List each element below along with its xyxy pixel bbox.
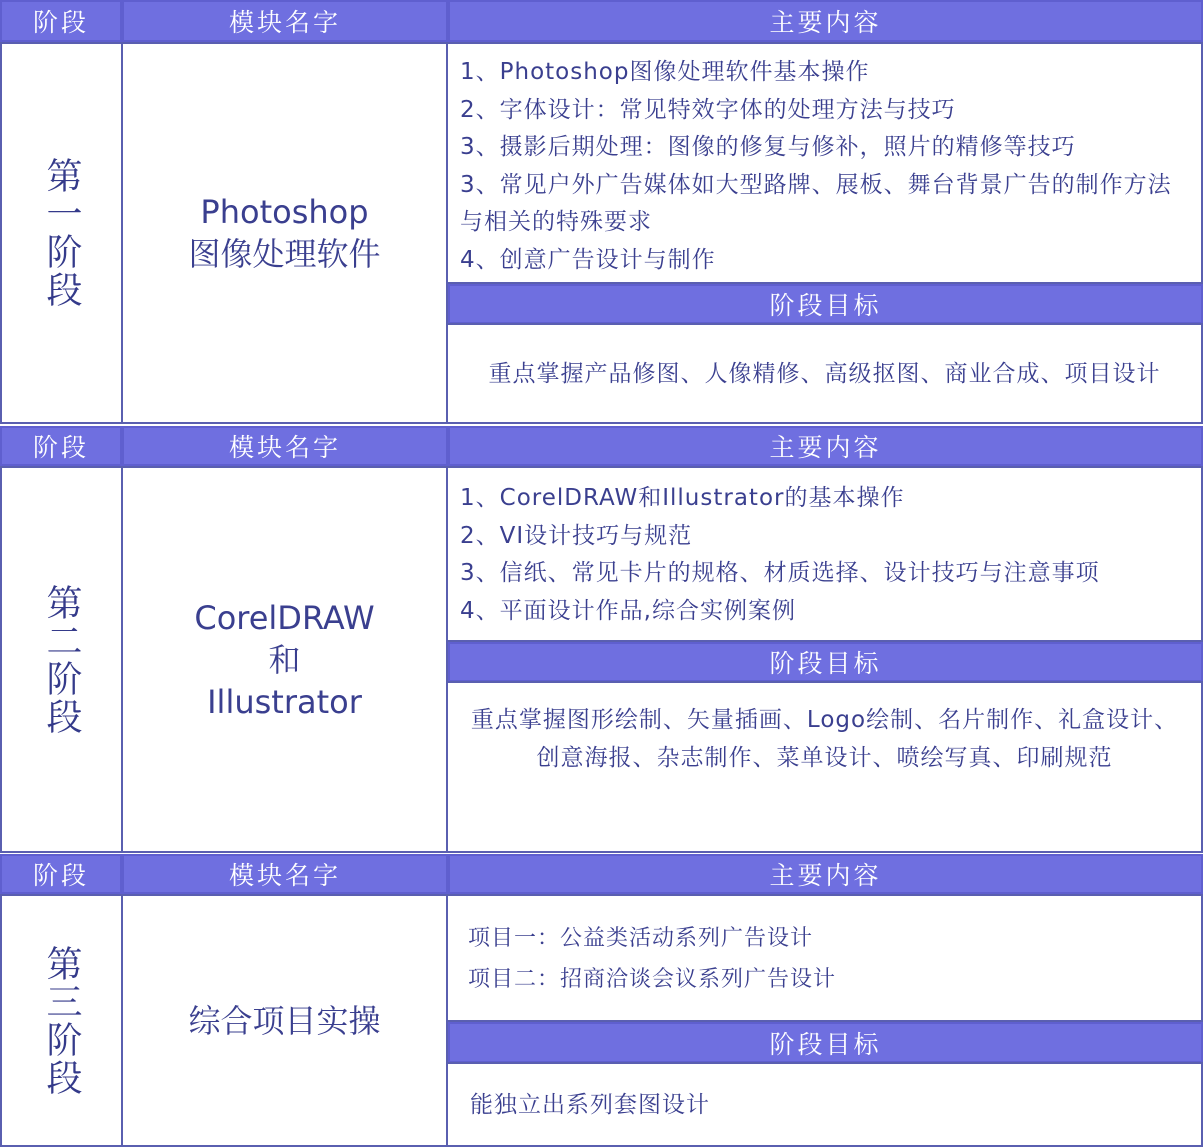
header-stage: 阶段: [0, 426, 122, 466]
list-item: 4、创意广告设计与制作: [460, 246, 716, 273]
stage-label: 第二阶段: [41, 583, 82, 736]
stage-label: 第一阶段: [41, 157, 82, 309]
list-item: 2、字体设计：常见特效字体的处理方法与技巧: [460, 96, 956, 123]
list-item: 项目二：招商洽谈会议系列广告设计: [468, 967, 837, 992]
goal-header: 阶段目标: [448, 284, 1203, 324]
header-module: 模块名字: [122, 426, 448, 466]
stage-cell: [0, 42, 123, 424]
content-list: [446, 42, 1203, 284]
list-item: 3、信纸、常见卡片的规格、材质选择、设计技巧与注意事项: [460, 560, 1100, 586]
header-module: 模块名字: [122, 854, 448, 894]
list-item: 4、平面设计作品,综合实例案例: [460, 597, 796, 624]
content-list: [446, 466, 1203, 642]
module-name: CorelDRAW 和 Illustrator: [121, 466, 448, 853]
header-stage: 阶段: [0, 854, 122, 894]
goal-text: 重点掌握图形绘制、矢量插画、Logo绘制、名片制作、礼盒设计、创意海报、杂志制作、菜单设计、喷绘写真、印刷规范: [446, 681, 1203, 853]
goal-text: 重点掌握产品修图、人像精修、高级抠图、商业合成、项目设计: [446, 323, 1203, 424]
content-list: [446, 894, 1203, 1022]
module-name: 综合项目实操: [121, 894, 448, 1147]
list-item: 2、VI设计技巧与规范: [460, 522, 693, 549]
list-item: 项目一：公益类活动系列广告设计: [468, 926, 814, 951]
header-content: 主要内容: [448, 0, 1203, 42]
goal-text: 能独立出系列套图设计: [446, 1062, 1203, 1147]
header-content: 主要内容: [448, 854, 1203, 894]
stage-cell: [0, 894, 123, 1147]
goal-header: 阶段目标: [448, 642, 1203, 682]
goal-header: 阶段目标: [448, 1022, 1203, 1063]
header-module: 模块名字: [122, 0, 448, 42]
list-item: 3、常见户外广告媒体如大型路牌、展板、舞台背景广告的制作方法与相关的特殊要求: [460, 171, 1172, 235]
list-item: 1、CorelDRAW和Illustrator的基本操作: [460, 485, 905, 511]
list-item: 3、摄影后期处理：图像的修复与修补，照片的精修等技巧: [460, 134, 1076, 160]
module-name: Photoshop 图像处理软件: [121, 42, 448, 424]
stage-label: 第三阶段: [41, 944, 82, 1097]
header-content: 主要内容: [448, 426, 1203, 466]
header-stage: 阶段: [0, 0, 122, 42]
list-item: 1、Photoshop图像处理软件基本操作: [460, 59, 870, 85]
stage-cell: [0, 466, 123, 853]
